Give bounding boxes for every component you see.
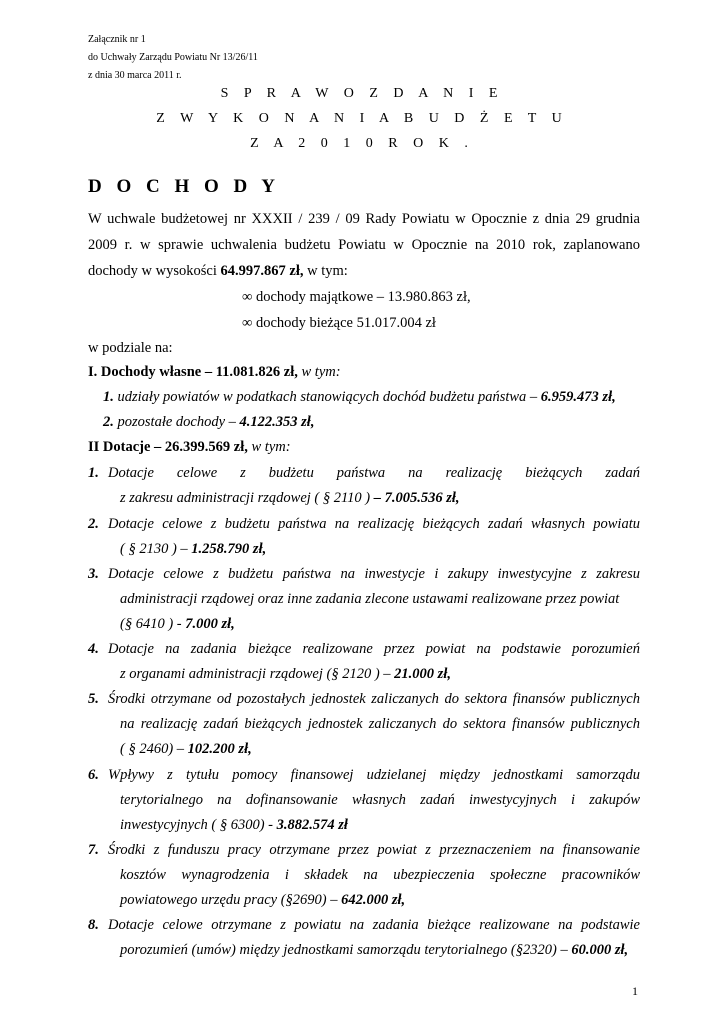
grant-item-6-line-2: terytorialnego na dofinansowanie własnych zadań inwestycyjnych i zakupów	[120, 792, 640, 808]
grant-item-5-num: 5.	[88, 691, 99, 707]
grant-item-8-line-1: Dotacje celowe otrzymane z powiatu na zadania bieżące realizowane na podstawie	[108, 917, 640, 933]
grant-item-5-line-2: na realizację zadań bieżących jednostek zaliczanych do sektora finansów publicznych	[120, 716, 640, 732]
grant-item-8-line-2	[120, 942, 640, 959]
grant-item-8-amount: 60.000 zł,	[571, 942, 629, 958]
split-label: w podziale na:	[88, 340, 173, 356]
grant-item-3-num: 3.	[88, 566, 99, 582]
own-income-title: I. Dochody własne – 11.081.826 zł,	[88, 364, 298, 380]
grant-item-8-text: porozumień (umów) między jednostkami samorządu terytorialnego (§2320) –	[120, 942, 572, 958]
own-income-sub-1	[103, 389, 616, 406]
planned-income-amount: 64.997.867 zł,	[220, 263, 304, 279]
attachment-line-1: Załącznik nr 1	[88, 34, 146, 45]
grant-item-3-line-2: administracji rządowej oraz inne zadania zlecone ustawami realizowane przez powiat	[120, 591, 620, 607]
own-income-sub-2-text: pozostałe dochody –	[117, 414, 240, 430]
page-number: 1	[632, 984, 638, 998]
grant-item-7-text: powiatowego urzędu pracy (§2690) –	[120, 892, 342, 908]
grant-item-7-line-1: Środki z funduszu pracy otrzymane przez powiat z przeznaczeniem na finansowanie	[108, 842, 640, 858]
grant-item-4-num: 4.	[88, 641, 99, 657]
attachment-line-2: do Uchwały Zarządu Powiatu Nr 13/26/11	[88, 52, 258, 63]
grant-item-7-num: 7.	[88, 842, 99, 858]
grant-item-5-amount: 102.200 zł,	[187, 741, 252, 757]
intro-line-3-prefix: dochody w wysokości	[88, 263, 221, 279]
grant-item-3-amount: 7.000 zł,	[185, 616, 235, 632]
grant-item-3-text: (§ 6410 ) -	[120, 616, 186, 632]
grant-item-4-text: z organami administracji rządowej (§ 2120 ) –	[120, 666, 395, 682]
own-income-heading	[88, 364, 341, 381]
grant-item-2-num: 2.	[88, 516, 99, 532]
grant-item-6-text: inwestycyjnych ( § 6300) -	[120, 817, 277, 833]
document-title-line-2: Z W Y K O N A N I A B U D Ż E T U	[156, 111, 568, 126]
grant-item-8-num: 8.	[88, 917, 99, 933]
grant-item-1-num: 1.	[88, 465, 99, 481]
grant-item-3-line-3	[120, 616, 640, 633]
own-income-sub-1-num: 1.	[103, 389, 114, 405]
own-income-sub-1-text: udziały powiatów w podatkach stanowiących dochód budżetu państwa –	[117, 389, 541, 405]
grant-item-5-line-1: Środki otrzymane od pozostałych jednostek zaliczanych do sektora finansów publicznych	[108, 691, 640, 707]
grant-item-6-line-3	[120, 817, 640, 834]
grant-item-4-amount: 21.000 zł,	[394, 666, 451, 682]
capital-income-bullet: ∞ dochody majątkowe – 13.980.863 zł,	[242, 289, 471, 305]
intro-line-2: 2009 r. w sprawie uchwalenia budżetu Powiatu w Opocznie na 2010 rok, zaplanowano	[88, 237, 640, 253]
grants-title: II Dotacje – 26.399.569 zł,	[88, 439, 248, 455]
own-income-sub-2-amount: 4.122.353 zł,	[239, 414, 315, 430]
own-income-suffix: w tym:	[297, 364, 341, 380]
grant-item-2-text: ( § 2130 ) –	[120, 541, 192, 557]
section-heading: D O C H O D Y	[88, 176, 281, 197]
grant-item-7-line-3	[120, 892, 640, 909]
document-title-line-1: S P R A W O Z D A N I E	[220, 86, 504, 101]
grant-item-5-text: ( § 2460) –	[120, 741, 188, 757]
grants-heading	[88, 439, 291, 456]
own-income-sub-2-num: 2.	[103, 414, 114, 430]
grant-item-6-num: 6.	[88, 767, 99, 783]
grant-item-6-amount: 3.882.574 zł	[276, 817, 348, 833]
grant-item-2-line-1: Dotacje celowe z budżetu państwa na realizację bieżących zadań własnych powiatu	[108, 516, 640, 532]
intro-line-3-suffix: w tym:	[303, 263, 348, 279]
grant-item-1-amount: – 7.005.536 zł,	[373, 490, 460, 506]
current-income-bullet: ∞ dochody bieżące 51.017.004 zł	[242, 315, 436, 331]
grants-suffix: w tym:	[247, 439, 291, 455]
attachment-line-3: z dnia 30 marca 2011 r.	[88, 70, 182, 81]
grant-item-4-line-1: Dotacje na zadania bieżące realizowane przez powiat na podstawie porozumień	[108, 641, 640, 657]
grant-item-1-line-2	[120, 490, 640, 507]
grant-item-7-line-2: kosztów wynagrodzenia i składek na ubezpieczenia społeczne pracowników	[120, 867, 640, 883]
grant-item-3-line-1: Dotacje celowe z budżetu państwa na inwestycje i zakupy inwestycyjne z zakresu	[108, 566, 640, 582]
intro-line-3	[88, 263, 348, 280]
grant-item-1-line-1: Dotacje celowe z budżetu państwa na realizację bieżących zadań	[108, 465, 640, 481]
grant-item-2-amount: 1.258.790 zł,	[191, 541, 267, 557]
grant-item-1-text: z zakresu administracji rządowej ( § 2110 )	[120, 490, 374, 506]
grant-item-7-amount: 642.000 zł,	[341, 892, 406, 908]
own-income-sub-1-amount: 6.959.473 zł,	[540, 389, 616, 405]
grant-item-4-line-2	[120, 666, 640, 683]
intro-line-1: W uchwale budżetowej nr XXXII / 239 / 09 Rady Powiatu w Opocznie z dnia 29 grudnia	[88, 211, 640, 227]
document-title-line-3: Z A 2 0 1 0 R O K .	[250, 136, 474, 151]
grant-item-5-line-3	[120, 741, 640, 758]
grant-item-2-line-2	[120, 541, 640, 558]
grant-item-6-line-1: Wpływy z tytułu pomocy finansowej udzielanej między jednostkami samorządu	[108, 767, 640, 783]
own-income-sub-2	[103, 414, 314, 431]
